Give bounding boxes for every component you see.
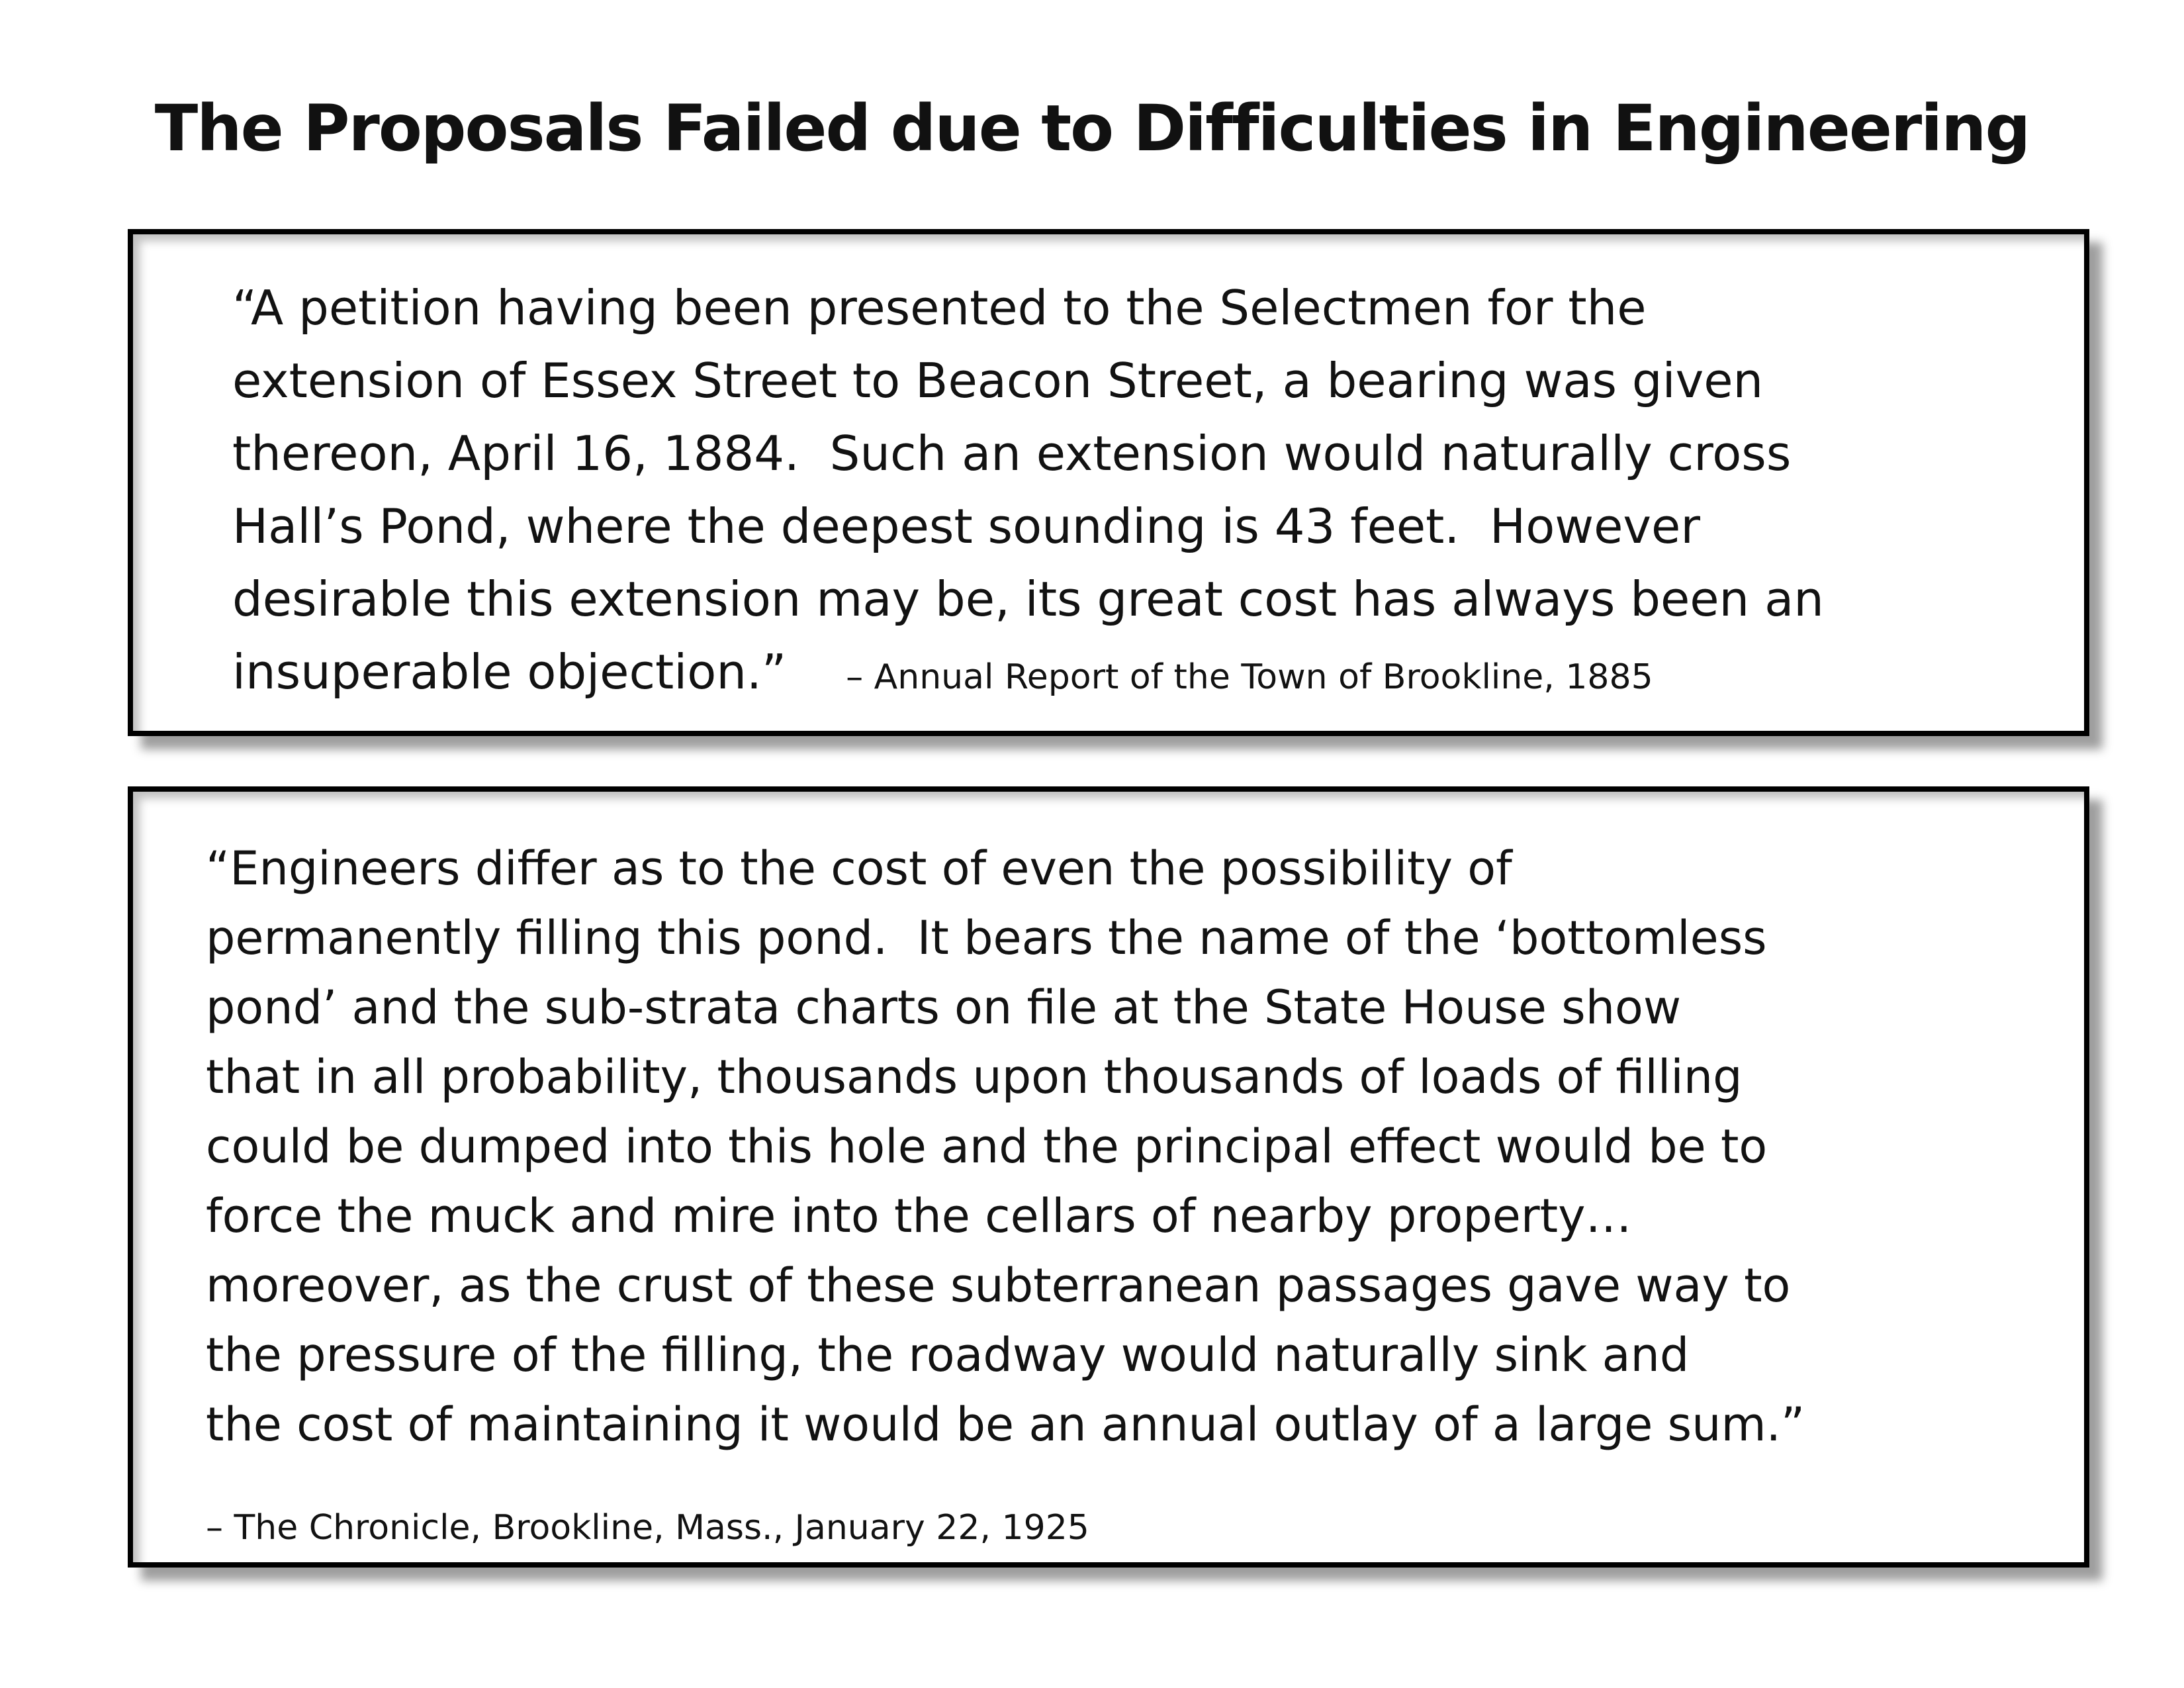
quote1-last-line bbox=[232, 635, 2044, 714]
quote1-attribution: – Annual Report of the Town of Brookline, 1885 bbox=[846, 657, 1653, 697]
quote1-line: Hall’s Pond, where the deepest sounding is 43 feet. However bbox=[232, 498, 1700, 554]
page-title: The Proposals Failed due to Difficulties in Engineering bbox=[154, 91, 2030, 165]
quote2-line: the pressure of the filling, the roadway would naturally sink and bbox=[206, 1328, 1690, 1382]
quote1-line: insuperable objection.” bbox=[232, 644, 787, 700]
quote2-line: “Engineers differ as to the cost of even the possibility of bbox=[206, 841, 1512, 896]
quote1-line: thereon, April 16, 1884. Such an extension would naturally cross bbox=[232, 426, 1792, 481]
quote1-line: “A petition having been presented to the Selectmen for the bbox=[232, 280, 1647, 336]
quote-box-1925 bbox=[128, 786, 2089, 1568]
quote2-line: permanently filling this pond. It bears the name of the ‘bottomless bbox=[206, 911, 1767, 965]
quote1-line: desirable this extension may be, its great cost has always been an bbox=[232, 571, 1824, 627]
quote2-attribution: – The Chronicle, Brookline, Mass., January 22, 1925 bbox=[206, 1508, 1089, 1548]
quote2-line: the cost of maintaining it would be an annual outlay of a large sum.” bbox=[206, 1397, 1805, 1452]
quote2-line: could be dumped into this hole and the principal effect would be to bbox=[206, 1119, 1768, 1174]
quote2-line: moreover, as the crust of these subterranean passages gave way to bbox=[206, 1258, 1791, 1313]
quote2-line: force the muck and mire into the cellars of nearby property… bbox=[206, 1189, 1632, 1243]
quote2-line: pond’ and the sub-strata charts on file at the State House show bbox=[206, 980, 1682, 1035]
quote1-line: extension of Essex Street to Beacon Street, a bearing was given bbox=[232, 353, 1764, 408]
quote2-line: that in all probability, thousands upon thousands of loads of filling bbox=[206, 1050, 1743, 1104]
quote-box-1885 bbox=[128, 229, 2089, 736]
